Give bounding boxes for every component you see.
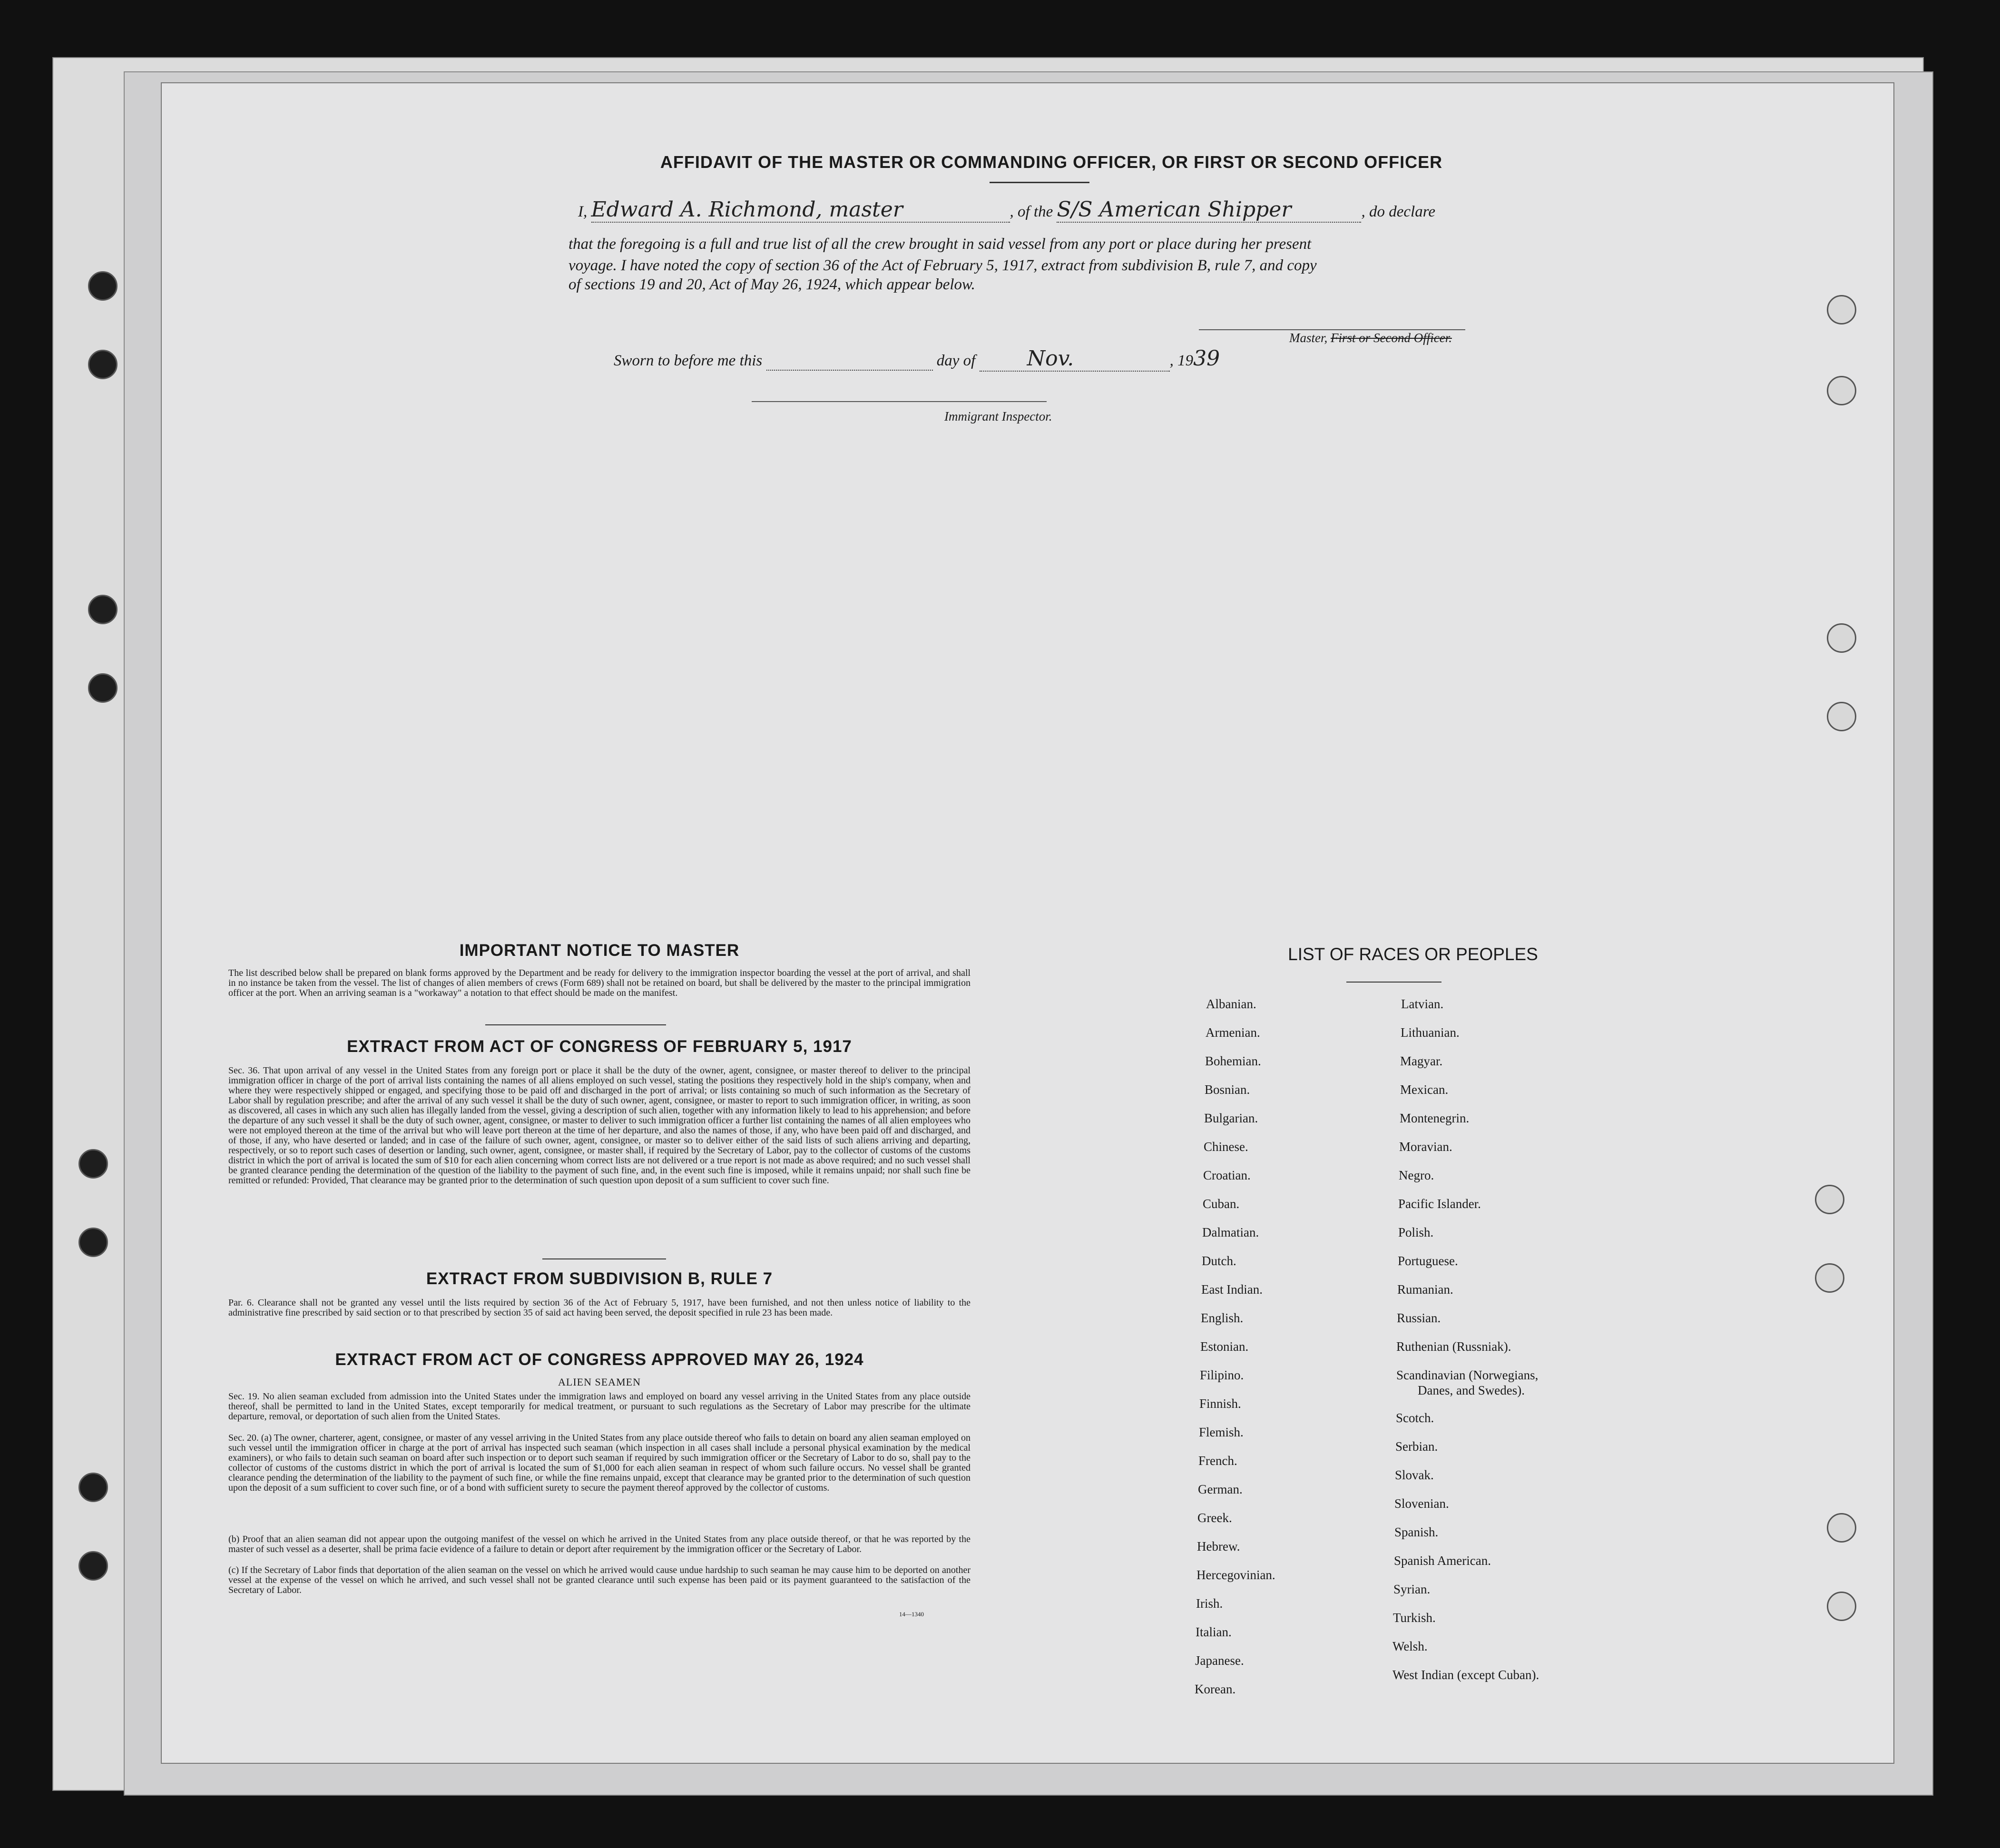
race-item: Polish. [1398,1225,1434,1239]
race-item: Mexican. [1400,1082,1449,1097]
race-item: Russian. [1397,1311,1441,1325]
race-item: Filipino. [1200,1368,1244,1382]
race-item: German. [1198,1482,1243,1496]
sworn-line [614,346,1220,372]
section-19-text: Sec. 19. No alien seaman excluded from admission into the United States under the immigration laws and employed on board any vessel arriving in the United States from any place outside thereof, shall be permitted to land in the United States, except temporarily for medical treatment, or pursuant to such regulations as the Secretary of Labor may prescribe for the ultimate departure, removal, or deportation of such alien from the United States. [228,1391,971,1422]
race-item: French. [1198,1454,1237,1468]
master-caption: Master, [1289,331,1328,345]
binder-hole [1827,1592,1856,1621]
binder-hole [1827,623,1856,653]
race-item: Hebrew. [1197,1539,1240,1553]
binder-hole [78,1473,108,1502]
section-20b-text: (b) Proof that an alien seaman did not appear upon the outgoing manifest of the vessel on which he arrived in the United States from any place outside thereof, or that he was reported by the master of such vessel as a deserter, shall be prima facie evidence of a failure to detain or deport after requirement by the immigration officer or the Secretary of Labor. [228,1534,971,1554]
binder-hole [78,1551,108,1581]
master-name-handwriting: Edward A. Richmond, master [591,197,903,222]
race-item: Slovenian. [1394,1496,1449,1511]
affidavit-title: AFFIDAVIT OF THE MASTER OR COMMANDING OFFICER, OR FIRST OR SECOND OFFICER [660,152,1443,172]
race-item: East Indian. [1201,1282,1263,1297]
subdivision-title: EXTRACT FROM SUBDIVISION B, RULE 7 [426,1269,773,1288]
race-item: Italian. [1196,1625,1232,1639]
race-item: Korean. [1195,1682,1236,1696]
binder-hole [1827,702,1856,731]
race-item: Spanish American. [1394,1553,1491,1568]
race-item: Dalmatian. [1202,1225,1259,1239]
extract-1917-title: EXTRACT FROM ACT OF CONGRESS OF FEBRUARY 5, 1917 [347,1037,852,1056]
races-rule [1346,982,1441,983]
race-item: Scandinavian (Norwegians, [1396,1368,1539,1382]
race-item: Bosnian. [1205,1082,1250,1097]
race-item: Rumanian. [1397,1282,1453,1297]
race-item: Moravian. [1399,1140,1452,1154]
do-declare-label: , do declare [1361,203,1435,220]
month-field[interactable] [980,346,1170,372]
race-item: Ruthenian (Russniak). [1396,1339,1511,1354]
race-item: Turkish. [1393,1611,1436,1625]
form-number: 14—1340 [899,1611,924,1618]
master-name-field[interactable] [591,197,1010,223]
race-item: Magyar. [1400,1054,1443,1068]
inspector-caption: Immigrant Inspector. [944,409,1052,423]
race-item: Dutch. [1202,1254,1236,1268]
race-item: Pacific Islander. [1398,1197,1481,1211]
race-item: English. [1201,1311,1244,1325]
vessel-field[interactable] [1057,197,1361,223]
month-handwriting: Nov. [1027,346,1074,371]
subdivision-text: Par. 6. Clearance shall not be granted any vessel until the lists required by section 36 of the Act of February 5, 1917, have been furnished, and not then unless notice of liability to the administrative fine prescribed by said section or to that prescribed by section 35 of said act having been served, the deposit specified in rule 23 has been made. [228,1298,971,1318]
extract-1924-title: EXTRACT FROM ACT OF CONGRESS APPROVED MAY 26, 1924 [335,1350,864,1369]
race-item: Flemish. [1199,1425,1244,1439]
signature-caption [1289,331,1452,345]
sworn-label: Sworn to before me this [614,352,763,369]
race-item: Chinese. [1204,1140,1248,1154]
binder-hole [78,1228,108,1257]
races-title: LIST OF RACES OR PEOPLES [1288,944,1538,964]
divider [485,1024,666,1025]
year-handwriting[interactable]: 39 [1193,346,1220,371]
race-item: Montenegrin. [1400,1111,1470,1125]
race-item: Cuban. [1203,1197,1240,1211]
race-item: Syrian. [1393,1582,1431,1596]
race-item: Finnish. [1199,1396,1241,1411]
race-item: Japanese. [1195,1653,1244,1668]
race-item: Hercegovinian. [1196,1568,1275,1582]
binder-hole [88,673,118,703]
divider [542,1258,666,1259]
section-20c-text: (c) If the Secretary of Labor finds that deportation of the alien seaman on the vessel on which he arrived would cause undue hardship to such seaman he may cause him to be deported on another vessel at the expense of the vessel on which he arrived, and such vessel shall not be granted clearance until such expense has been paid or its payment guaranteed to the satisfaction of the Secretary of Labor. [228,1565,971,1595]
race-item: Bulgarian. [1204,1111,1258,1125]
race-item: Welsh. [1392,1639,1428,1653]
inspector-line [752,401,1047,402]
extract-1917-text: Sec. 36. That upon arrival of any vessel in the United States from any foreign port or place it shall be the duty of the owner, agent, consignee, or master thereof to deliver to the principal immigration officer in charge of the port of arrival lists containing the names of all aliens employed on such vessel, stating the positions they respectively hold in the ship's company, when and where they were respectively shipped or engaged, and specifying those to be paid off and discharged in the port of arrival; or lists containing so much of such information as the Secretary of Labor shall by regulation prescribe; and after the arrival of any such vessel it shall be the duty of such owner, agent, consignee, or master to report to such immigration officer, in writing, as soon as discovered, all cases in which any such alien has illegally landed from the vessel, giving a description of such alien, together with any information likely to lead to his apprehension; and before the departure of any such vessel it shall be the duty of such owner, agent, consignee, or master to deliver to such immigration officer a further list containing the names of all alien employees who were not employed thereon at the time of the arrival but who will leave port thereon at the time of her departure, and also the names of those, if any, who have been paid off and discharged, and of those, if any, who have deserted or landed; and in case of the failure of such owner, agent, consignee, or master so to deliver either of the said lists of such aliens arriving and departing, respectively, or so to report such cases of desertion or landing, such owner, agent, consignee, or master shall, if required by the Secretary of Labor, pay to the collector of customs of the customs district in which the port of arrival is located the sum of $10 for each alien concerning whom correct lists are not delivered or a true report is not made as above required; and no such vessel shall be granted clearance pending the determination of the question of the liability to the payment of such fine, and, in the event such fine is imposed, while it remains unpaid; nor shall such fine be remitted or refunded: Provided, That clearance may be granted prior to the determination of such question upon deposit of a sum sufficient to cover such fine. [228,1065,971,1186]
race-item: Negro. [1399,1168,1434,1182]
officer-caption-struck: First or Second Officer. [1331,331,1452,345]
affidavit-i: I, [578,203,588,220]
day-of-label: day of [936,352,976,369]
binder-hole [88,595,118,624]
race-item: Scotch. [1396,1411,1434,1425]
race-item: Spanish. [1394,1525,1439,1539]
affidavit-line-2: that the foregoing is a full and true list of all the crew brought in said vessel from any port or place during her present [569,236,1312,253]
race-item: Irish. [1196,1596,1223,1611]
signature-line [1199,329,1465,330]
race-item: Slovak. [1395,1468,1434,1482]
race-item: Lithuanian. [1401,1025,1460,1040]
affidavit-line-4: of sections 19 and 20, Act of May 26, 1924, which appear below. [569,276,975,293]
vessel-handwriting: S/S American Shipper [1057,197,1292,222]
alien-seamen-subtitle: ALIEN SEAMEN [558,1376,641,1388]
binder-hole [1815,1263,1844,1293]
of-the-label: , of the [1010,203,1053,220]
affidavit-line-3: voyage. I have noted the copy of section 36 of the Act of February 5, 1917, extract from subdivision B, rule 7, and copy [569,257,1317,274]
year-prefix: , 19 [1169,352,1194,369]
binder-hole [1827,1513,1856,1543]
race-item: Estonian. [1200,1339,1249,1354]
binder-hole [1827,376,1856,405]
race-item: Armenian. [1206,1025,1260,1040]
race-item-continuation: Danes, and Swedes). [1418,1383,1525,1397]
race-item: Greek. [1197,1511,1232,1525]
race-item: West Indian (except Cuban). [1392,1668,1539,1682]
race-item: Croatian. [1203,1168,1251,1182]
binder-hole [1815,1185,1844,1214]
form-page [162,83,1893,1763]
binder-hole [88,271,118,301]
affidavit-line-1 [578,197,1435,223]
section-20a-text: Sec. 20. (a) The owner, charterer, agent, consignee, or master of any vessel arriving in the United States from any place outside thereof who fails to detain on board any alien seaman employed on such vessel until the immigration officer in charge at the port of arrival has inspected such seaman (which inspection in all cases shall include a personal physical examination by the medical examiners), or who fails to detain such seaman on board after such inspection or to deport such seaman if required by such immigration officer or the Secretary of Labor to do so, shall pay to the collector of customs of the customs district in which the port of arrival is located the sum of $1,000 for each alien seaman in respect of whom such failure occurs. No vessel shall be granted clearance pending the determination of the liability to the payment of such fine, or while the fine remains unpaid, except that clearance may be granted prior to the determination of such question upon the deposit of a sum sufficient to cover such fine, or of a bond with sufficient surety to secure the payment thereof approved by the collector of customs. [228,1433,971,1493]
race-item: Latvian. [1401,997,1444,1011]
binder-hole [88,350,118,379]
race-item: Portuguese. [1398,1254,1458,1268]
race-item: Serbian. [1395,1439,1438,1454]
race-item: Bohemian. [1205,1054,1261,1068]
binder-hole [1827,295,1856,324]
notice-text: The list described below shall be prepared on blank forms approved by the Department and be ready for delivery to the immigration inspector boarding the vessel at the port of arrival, and shall in no instance be taken from the vessel. The list of changes of alien members of crews (Form 689) shall not be retained on board, but shall be delivered by the master to the principal immigration officer at the port. When an arriving seaman is a "workaway" a notation to that effect should be made on the manifest. [228,968,971,998]
title-rule [990,182,1089,183]
binder-hole [78,1149,108,1179]
notice-title: IMPORTANT NOTICE TO MASTER [459,941,740,960]
race-item: Albanian. [1206,997,1256,1011]
day-field[interactable] [766,352,933,371]
